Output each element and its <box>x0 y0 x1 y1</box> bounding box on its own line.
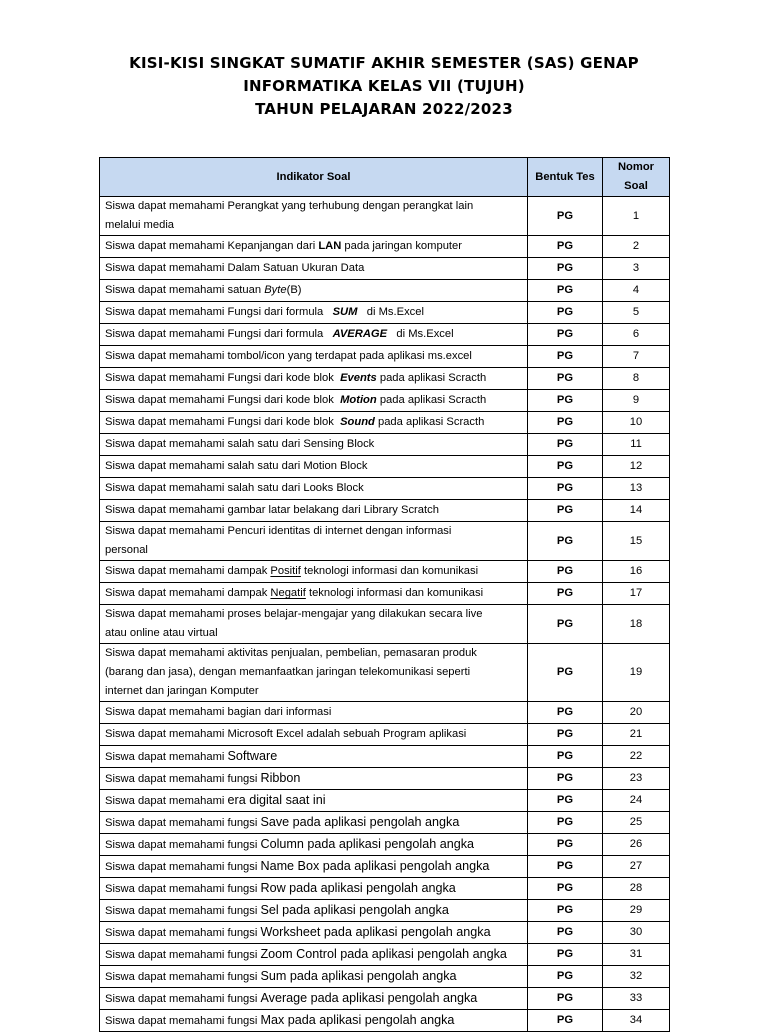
indikator-emphasis: Negatif <box>270 587 306 599</box>
table-row <box>100 834 670 856</box>
indikator-cell <box>100 768 528 790</box>
bentuk-tes-cell: PG <box>528 812 603 834</box>
table-row <box>100 966 670 988</box>
indikator-text: teknologi informasi dan komunikasi <box>305 587 484 599</box>
table-row <box>100 456 670 478</box>
indikator-text: Siswa dapat memahami fungsi <box>105 904 261 917</box>
bentuk-tes-cell: PG <box>528 500 603 522</box>
table-row <box>100 746 670 768</box>
bentuk-tes-cell: PG <box>528 478 603 500</box>
nomor-soal-cell: 22 <box>603 746 670 768</box>
indikator-text: (B) <box>286 284 302 296</box>
indikator-cell <box>100 944 528 966</box>
table-row <box>100 368 670 390</box>
indikator-emphasis: LAN <box>318 240 342 252</box>
indikator-text: Siswa dapat memahami Perangkat yang terhubung dengan perangkat lain <box>105 200 474 212</box>
bentuk-tes-cell: PG <box>528 280 603 302</box>
indikator-cell <box>100 746 528 768</box>
indikator-text: Siswa dapat memahami fungsi <box>105 992 261 1005</box>
indikator-emphasis: Worksheet pada aplikasi pengolah angka <box>260 924 491 939</box>
nomor-soal-cell: 7 <box>603 346 670 368</box>
indikator-cell <box>100 197 528 236</box>
bentuk-tes-cell: PG <box>528 878 603 900</box>
bentuk-tes-cell: PG <box>528 966 603 988</box>
indikator-text: Siswa dapat memahami Fungsi dari formula <box>105 328 327 340</box>
nomor-soal-cell: 16 <box>603 561 670 583</box>
title-line-2: INFORMATIKA KELAS VII (TUJUH) <box>243 77 525 95</box>
indikator-text: pada aplikasi Scracth <box>376 394 487 406</box>
table-row <box>100 944 670 966</box>
table-header-row <box>100 158 670 197</box>
table-row <box>100 302 670 324</box>
indikator-cell <box>100 966 528 988</box>
indikator-cell <box>100 368 528 390</box>
indikator-text: Siswa dapat memahami Fungsi dari kode blok <box>105 394 337 406</box>
table-row <box>100 702 670 724</box>
bentuk-tes-cell: PG <box>528 644 603 702</box>
nomor-soal-cell: 11 <box>603 434 670 456</box>
indikator-text: Siswa dapat memahami fungsi <box>105 882 261 895</box>
bentuk-tes-cell: PG <box>528 197 603 236</box>
indikator-cell <box>100 856 528 878</box>
indikator-cell: Siswa dapat memahami tombol/icon yang terdapat pada aplikasi ms.excel <box>100 346 528 368</box>
indikator-text: Siswa dapat memahami fungsi <box>105 926 261 939</box>
bentuk-tes-cell: PG <box>528 746 603 768</box>
indikator-text: Siswa dapat memahami Fungsi dari kode blok <box>105 416 337 428</box>
indikator-text: Siswa dapat memahami dampak <box>105 565 271 577</box>
nomor-soal-cell: 13 <box>603 478 670 500</box>
indikator-cell <box>100 900 528 922</box>
nomor-soal-cell: 28 <box>603 878 670 900</box>
indikator-emphasis: Save pada aplikasi pengolah angka <box>260 814 460 829</box>
indikator-cell: Siswa dapat memahami gambar latar belakang dari Library Scratch <box>100 500 528 522</box>
indikator-emphasis: Sel pada aplikasi pengolah angka <box>260 902 449 917</box>
indikator-emphasis: Max pada aplikasi pengolah angka <box>260 1012 455 1027</box>
bentuk-tes-cell: PG <box>528 324 603 346</box>
indikator-text: Siswa dapat memahami Pencuri identitas di internet dengan informasi <box>105 525 452 537</box>
indikator-text: di Ms.Excel <box>393 328 454 340</box>
bentuk-tes-cell: PG <box>528 900 603 922</box>
indikator-emphasis: SUM <box>332 306 358 318</box>
indikator-emphasis: Byte <box>264 284 287 296</box>
table-row <box>100 812 670 834</box>
indikator-text: di Ms.Excel <box>363 306 424 318</box>
indikator-text: Siswa dapat memahami dampak <box>105 587 271 599</box>
header-nomor-soal <box>603 158 670 197</box>
indikator-emphasis: Sound <box>340 416 375 428</box>
document-title <box>0 52 768 121</box>
nomor-soal-cell: 24 <box>603 790 670 812</box>
table-row <box>100 346 670 368</box>
table-row <box>100 790 670 812</box>
indikator-cell: Siswa dapat memahami salah satu dari Motion Block <box>100 456 528 478</box>
title-line-3: TAHUN PELAJARAN 2022/2023 <box>255 100 513 118</box>
bentuk-tes-cell: PG <box>528 724 603 746</box>
indikator-text: Siswa dapat memahami proses belajar-mengajar yang dilakukan secara live <box>105 608 483 620</box>
indikator-text: Siswa dapat memahami <box>105 750 228 763</box>
title-line-1: KISI-KISI SINGKAT SUMATIF AKHIR SEMESTER (SAS) GENAP <box>129 54 639 72</box>
table-row <box>100 478 670 500</box>
table-row <box>100 197 670 236</box>
indikator-emphasis: Events <box>340 372 377 384</box>
indikator-emphasis: era digital saat ini <box>227 792 326 807</box>
table-row <box>100 900 670 922</box>
table-row <box>100 583 670 605</box>
indikator-text: Siswa dapat memahami fungsi <box>105 838 261 851</box>
nomor-soal-cell: 29 <box>603 900 670 922</box>
bentuk-tes-cell: PG <box>528 768 603 790</box>
bentuk-tes-cell: PG <box>528 790 603 812</box>
header-bentuk-tes: Bentuk Tes <box>528 158 603 197</box>
nomor-soal-cell: 25 <box>603 812 670 834</box>
indikator-emphasis: AVERAGE <box>332 328 388 340</box>
nomor-soal-cell: 31 <box>603 944 670 966</box>
bentuk-tes-cell: PG <box>528 944 603 966</box>
nomor-soal-cell: 33 <box>603 988 670 1010</box>
indikator-cell: Siswa dapat memahami Dalam Satuan Ukuran Data <box>100 258 528 280</box>
indikator-cell <box>100 390 528 412</box>
indikator-cell <box>100 790 528 812</box>
indikator-emphasis: Software <box>227 748 278 763</box>
nomor-soal-cell: 20 <box>603 702 670 724</box>
table-row <box>100 878 670 900</box>
table-row <box>100 644 670 702</box>
table-row <box>100 412 670 434</box>
table-row <box>100 922 670 944</box>
indikator-emphasis: Positif <box>270 565 301 577</box>
nomor-soal-cell: 17 <box>603 583 670 605</box>
indikator-cell <box>100 583 528 605</box>
indikator-text: pada jaringan komputer <box>341 240 462 252</box>
indikator-cell <box>100 922 528 944</box>
indikator-text: Siswa dapat memahami fungsi <box>105 860 261 873</box>
table-row <box>100 724 670 746</box>
indikator-cell <box>100 412 528 434</box>
kisi-kisi-table <box>99 157 670 1032</box>
bentuk-tes-cell: PG <box>528 522 603 561</box>
indikator-cell <box>100 644 528 702</box>
indikator-text: melalui media <box>105 219 175 231</box>
indikator-text: Siswa dapat memahami fungsi <box>105 1014 261 1027</box>
bentuk-tes-cell: PG <box>528 856 603 878</box>
table-row <box>100 605 670 644</box>
bentuk-tes-cell: PG <box>528 236 603 258</box>
bentuk-tes-cell: PG <box>528 988 603 1010</box>
indikator-text: personal <box>105 544 148 556</box>
indikator-emphasis: Zoom Control pada aplikasi pengolah angka <box>260 946 507 961</box>
indikator-cell <box>100 878 528 900</box>
indikator-text: Siswa dapat memahami fungsi <box>105 948 261 961</box>
header-indikator: Indikator Soal <box>100 158 528 197</box>
indikator-cell <box>100 324 528 346</box>
nomor-soal-cell: 2 <box>603 236 670 258</box>
indikator-cell: Siswa dapat memahami salah satu dari Looks Block <box>100 478 528 500</box>
table-row <box>100 1010 670 1032</box>
nomor-soal-cell: 14 <box>603 500 670 522</box>
nomor-soal-cell: 5 <box>603 302 670 324</box>
indikator-cell <box>100 605 528 644</box>
indikator-cell: Siswa dapat memahami Microsoft Excel adalah sebuah Program aplikasi <box>100 724 528 746</box>
indikator-emphasis: Column pada aplikasi pengolah angka <box>260 836 475 851</box>
nomor-soal-cell: 19 <box>603 644 670 702</box>
nomor-soal-cell: 26 <box>603 834 670 856</box>
bentuk-tes-cell: PG <box>528 561 603 583</box>
indikator-text: Siswa dapat memahami <box>105 794 228 807</box>
indikator-cell <box>100 834 528 856</box>
nomor-soal-cell: 6 <box>603 324 670 346</box>
bentuk-tes-cell: PG <box>528 922 603 944</box>
bentuk-tes-cell: PG <box>528 456 603 478</box>
indikator-cell <box>100 302 528 324</box>
bentuk-tes-cell: PG <box>528 605 603 644</box>
header-nomor-line1: Nomor <box>617 161 655 173</box>
bentuk-tes-cell: PG <box>528 390 603 412</box>
indikator-emphasis: Ribbon <box>260 770 301 785</box>
nomor-soal-cell: 27 <box>603 856 670 878</box>
bentuk-tes-cell: PG <box>528 258 603 280</box>
nomor-soal-cell: 10 <box>603 412 670 434</box>
table-row <box>100 324 670 346</box>
nomor-soal-cell: 30 <box>603 922 670 944</box>
bentuk-tes-cell: PG <box>528 834 603 856</box>
table-row <box>100 236 670 258</box>
nomor-soal-cell: 32 <box>603 966 670 988</box>
bentuk-tes-cell: PG <box>528 1010 603 1032</box>
nomor-soal-cell: 3 <box>603 258 670 280</box>
header-nomor-line2: Soal <box>624 180 648 192</box>
indikator-text: Siswa dapat memahami fungsi <box>105 970 261 983</box>
indikator-cell <box>100 561 528 583</box>
indikator-text: (barang dan jasa), dengan memanfaatkan jaringan telekomunikasi seperti <box>105 666 471 678</box>
bentuk-tes-cell: PG <box>528 412 603 434</box>
indikator-cell: Siswa dapat memahami salah satu dari Sensing Block <box>100 434 528 456</box>
table-row <box>100 280 670 302</box>
indikator-cell <box>100 1010 528 1032</box>
bentuk-tes-cell: PG <box>528 368 603 390</box>
table-row <box>100 988 670 1010</box>
nomor-soal-cell: 9 <box>603 390 670 412</box>
table-row <box>100 561 670 583</box>
nomor-soal-cell: 15 <box>603 522 670 561</box>
table-row <box>100 390 670 412</box>
indikator-text: Siswa dapat memahami fungsi <box>105 816 261 829</box>
indikator-cell <box>100 236 528 258</box>
bentuk-tes-cell: PG <box>528 702 603 724</box>
indikator-cell: Siswa dapat memahami bagian dari informasi <box>100 702 528 724</box>
indikator-emphasis: Sum pada aplikasi pengolah angka <box>260 968 457 983</box>
indikator-text: atau online atau virtual <box>105 627 218 639</box>
table-row <box>100 522 670 561</box>
indikator-cell <box>100 812 528 834</box>
indikator-emphasis: Motion <box>340 394 377 406</box>
table-row <box>100 500 670 522</box>
indikator-text: internet dan jaringan Komputer <box>105 685 259 697</box>
indikator-text: Siswa dapat memahami fungsi <box>105 772 261 785</box>
nomor-soal-cell: 21 <box>603 724 670 746</box>
bentuk-tes-cell: PG <box>528 583 603 605</box>
indikator-cell <box>100 522 528 561</box>
nomor-soal-cell: 12 <box>603 456 670 478</box>
nomor-soal-cell: 34 <box>603 1010 670 1032</box>
indikator-text: Siswa dapat memahami aktivitas penjualan, pembelian, pemasaran produk <box>105 647 477 659</box>
indikator-emphasis: Average pada aplikasi pengolah angka <box>260 990 478 1005</box>
nomor-soal-cell: 1 <box>603 197 670 236</box>
indikator-text: teknologi informasi dan komunikasi <box>300 565 479 577</box>
table-row <box>100 856 670 878</box>
table-row <box>100 768 670 790</box>
table-row <box>100 434 670 456</box>
indikator-text: Siswa dapat memahami satuan <box>105 284 265 296</box>
bentuk-tes-cell: PG <box>528 434 603 456</box>
indikator-cell <box>100 280 528 302</box>
indikator-emphasis: Name Box pada aplikasi pengolah angka <box>260 858 490 873</box>
bentuk-tes-cell: PG <box>528 346 603 368</box>
nomor-soal-cell: 8 <box>603 368 670 390</box>
indikator-emphasis: Row pada aplikasi pengolah angka <box>260 880 456 895</box>
nomor-soal-cell: 18 <box>603 605 670 644</box>
indikator-text: Siswa dapat memahami Fungsi dari kode blok <box>105 372 337 384</box>
indikator-text: Siswa dapat memahami Fungsi dari formula <box>105 306 327 318</box>
nomor-soal-cell: 23 <box>603 768 670 790</box>
nomor-soal-cell: 4 <box>603 280 670 302</box>
indikator-text: Siswa dapat memahami Kepanjangan dari <box>105 240 319 252</box>
bentuk-tes-cell: PG <box>528 302 603 324</box>
table-row <box>100 258 670 280</box>
indikator-text: pada aplikasi Scracth <box>374 416 485 428</box>
indikator-text: pada aplikasi Scracth <box>376 372 487 384</box>
indikator-cell <box>100 988 528 1010</box>
